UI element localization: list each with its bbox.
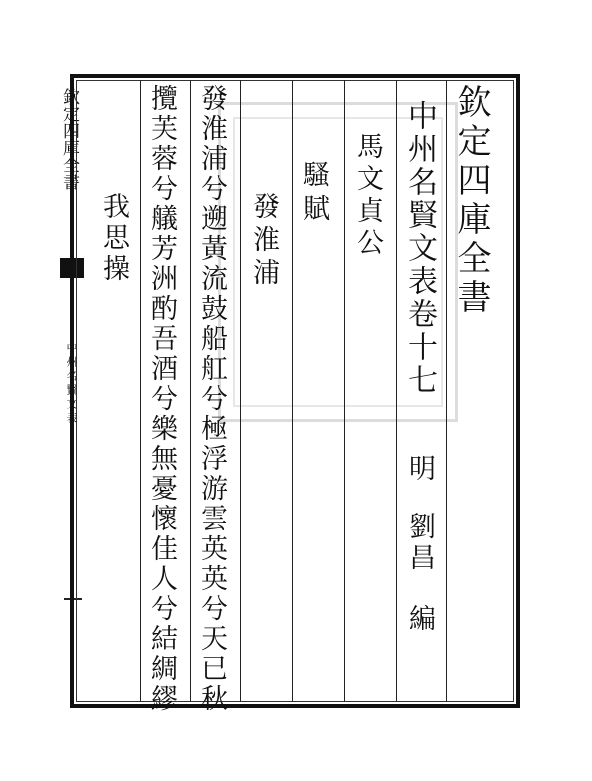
section-genre: 騷賦 <box>298 160 329 228</box>
poem-line: 我思操 <box>98 192 129 285</box>
column-rule <box>396 80 397 702</box>
margin-collection-title: 中州名賢文表 <box>65 342 78 426</box>
author-name: 劉昌 <box>404 512 435 574</box>
author-role: 編 <box>404 604 435 631</box>
column-rule <box>240 80 241 702</box>
column-rule <box>292 80 293 702</box>
margin-book-title: 欽定四庫全書 <box>59 88 79 190</box>
author-dynasty: 明 <box>404 454 435 481</box>
book-title: 欽定四庫全書 <box>451 84 491 318</box>
column-rule <box>344 80 345 702</box>
column-rule <box>190 80 191 702</box>
volume-title: 中州名賢文表卷十七 <box>402 100 437 397</box>
poem-title: 發淮浦 <box>248 192 279 291</box>
section-writer: 馬文貞公 <box>352 132 383 260</box>
column-rule <box>140 80 141 702</box>
poem-line: 攬芙蓉兮艤芳洲酌吾酒兮樂無憂懷佳人兮結綢繆 <box>146 84 177 714</box>
column-rule <box>446 80 447 702</box>
poem-line: 發淮浦兮遡黃流鼓船舡兮極浮游雲英英兮天已秋 <box>196 84 227 714</box>
